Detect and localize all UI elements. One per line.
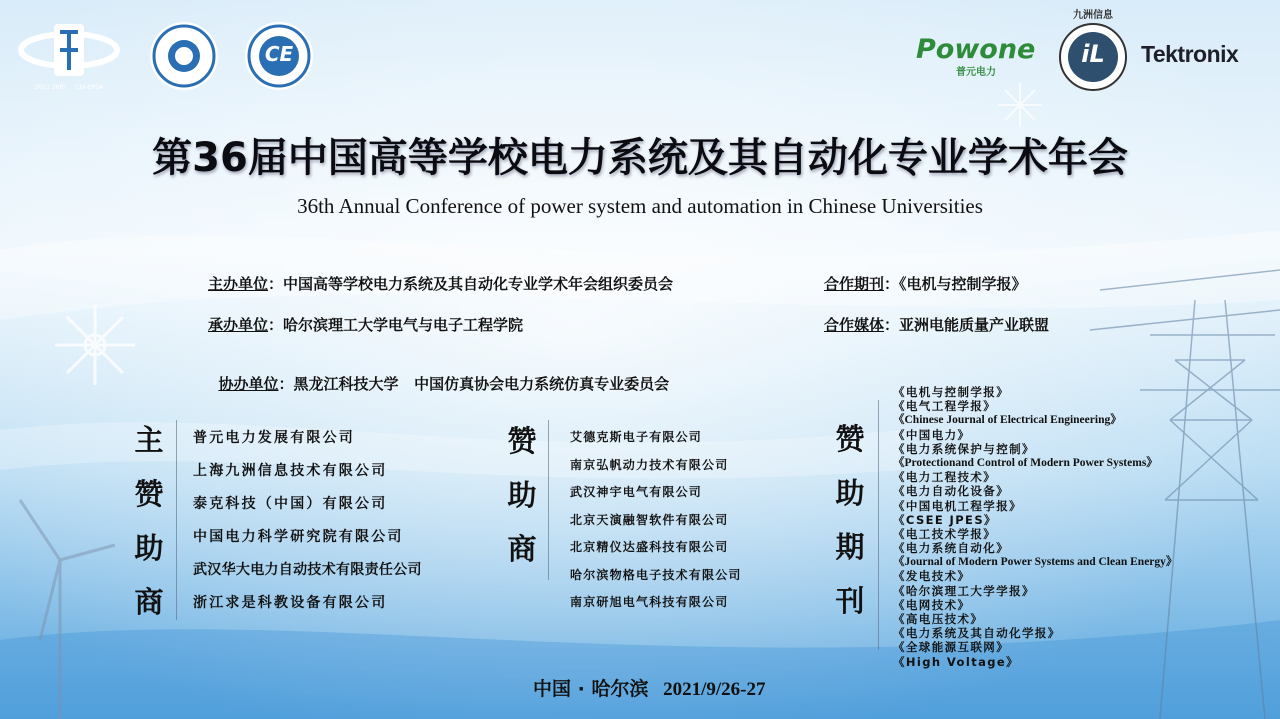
powone-name: Powone [916,34,1036,65]
list-item: 《中国电机工程学报》 [893,498,1022,513]
heading-char: 主 [134,423,164,457]
school-seal-mark: CE [264,42,294,66]
organizer-label: 合作期刊 [824,275,885,293]
tektronix-logo: Tektronix [1141,41,1239,67]
list-item: 《电力自动化设备》 [893,484,1010,499]
list-item: 北京天演融智软件有限公司 [570,512,729,527]
school-electrical-engineering-seal [243,20,315,96]
list-item: 武汉华大电力自动技术有限责任公司 [193,562,422,578]
organizer-value: 《电机与控制学报》 [899,275,1027,293]
organizer-label: 协办单位 [218,375,279,393]
heading-char: 赞 [835,422,865,456]
heading-char: 期 [835,530,865,564]
footer-date: 2021/9/26-27 [663,679,766,700]
harbin-univ-science-tech-seal [148,20,220,96]
powone-logo [916,34,1040,78]
divider [176,420,177,620]
list-item: 北京精仪达盛科技有限公司 [570,540,729,554]
list-item: 南京研旭电气科技有限公司 [570,595,729,609]
conference-logo [16,20,122,96]
conference-logo-caption: 2021 36th CUI-EPSA [34,84,104,91]
list-item: 《Journal of Modern Power Systems and Clean Energy》 [893,556,1178,569]
list-item: 《电机与控制学报》 [893,385,1010,399]
main-sponsors-heading [132,413,166,629]
powone-subtitle: 普元电力 [956,67,996,78]
organizer-value: 黑龙江科技大学 中国仿真协会电力系统仿真专业委员会 [293,375,670,393]
list-item: 泰克科技（中国）有限公司 [193,496,388,512]
footer-place: 中国 · 哈尔滨 [533,678,649,700]
heading-char: 赞 [507,424,537,458]
list-item: 《电气工程学报》 [893,399,997,414]
organizer-host: 主办单位：中国高等学校电力系统及其自动化专业学术年会组织委员会 [208,275,674,293]
list-item: 《CSEE JPES》 [893,512,997,527]
page-title: 第36届中国高等学校电力系统及其自动化专业学术年会 [152,135,1128,181]
sponsors-heading [505,414,539,576]
organizer-label: 合作媒体 [824,316,885,334]
divider [548,420,549,580]
list-item: 《Chinese Journal of Electrical Engineering》 [893,414,1122,427]
organizer-value: 亚洲电能质量产业联盟 [899,316,1050,334]
heading-char: 商 [134,585,164,619]
list-item: 《电力系统自动化》 [893,541,1010,556]
heading-char: 刊 [835,584,865,618]
list-item: 中国电力科学研究院有限公司 [193,529,404,545]
list-item: 《高电压技术》 [893,612,984,626]
list-item: 《全球能源互联网》 [893,640,1010,655]
heading-char: 助 [835,476,865,510]
journals-list [893,385,1177,669]
heading-char: 助 [134,531,164,565]
list-item: 《High Voltage》 [893,654,1019,669]
list-item: 《中国电力》 [893,427,971,442]
list-item: 《电网技术》 [893,597,971,612]
list-item: 南京弘帆动力技术有限公司 [570,457,729,472]
list-item: 哈尔滨物格电子技术有限公司 [570,567,742,582]
sponsors-list [570,424,742,617]
page-subtitle: 36th Annual Conference of power system and automation in Chinese Universities [297,194,983,218]
organizer-co-organizer: 协办单位：黑龙江科技大学 中国仿真协会电力系统仿真专业委员会 [218,375,670,393]
jiuzhou-mark: iL [1081,40,1105,68]
list-item: 《电工技术学报》 [893,526,997,541]
list-item: 《电力系统保护与控制》 [893,441,1035,456]
heading-char: 赞 [134,477,164,511]
list-item: 《哈尔滨理工大学学报》 [893,583,1035,598]
main-sponsors-list [193,422,422,620]
list-item: 上海九洲信息技术有限公司 [193,463,388,479]
list-item: 《Protectionand Control of Modern Power Systems》 [893,456,1158,469]
organizer-label: 主办单位 [208,275,269,293]
list-item: 浙江求是科教设备有限公司 [193,595,388,611]
list-item: 普元电力发展有限公司 [193,430,355,446]
organizer-partner-journal: 合作期刊：《电机与控制学报》 [824,275,1027,293]
journals-heading [833,412,867,628]
list-item: 艾德克斯电子有限公司 [570,430,703,444]
organizer-undertaker: 承办单位：哈尔滨理工大学电气与电子工程学院 [208,316,524,334]
jiuzhou-logo [1052,6,1134,97]
list-item: 武汉神宇电气有限公司 [570,485,703,499]
list-item: 《发电技术》 [893,569,971,584]
footer [533,674,765,701]
organizer-value: 哈尔滨理工大学电气与电子工程学院 [283,316,524,334]
organizer-value: 中国高等学校电力系统及其自动化专业学术年会组织委员会 [283,275,674,293]
heading-char: 商 [507,532,537,566]
divider [878,400,879,650]
list-item: 《电力工程技术》 [893,470,997,485]
jiuzhou-top-text: 九洲信息 [1073,10,1113,21]
organizer-label: 承办单位 [208,316,269,334]
organizer-partner-media: 合作媒体：亚洲电能质量产业联盟 [824,316,1050,334]
heading-char: 助 [507,478,537,512]
list-item: 《电力系统及其自动化学报》 [893,626,1061,641]
